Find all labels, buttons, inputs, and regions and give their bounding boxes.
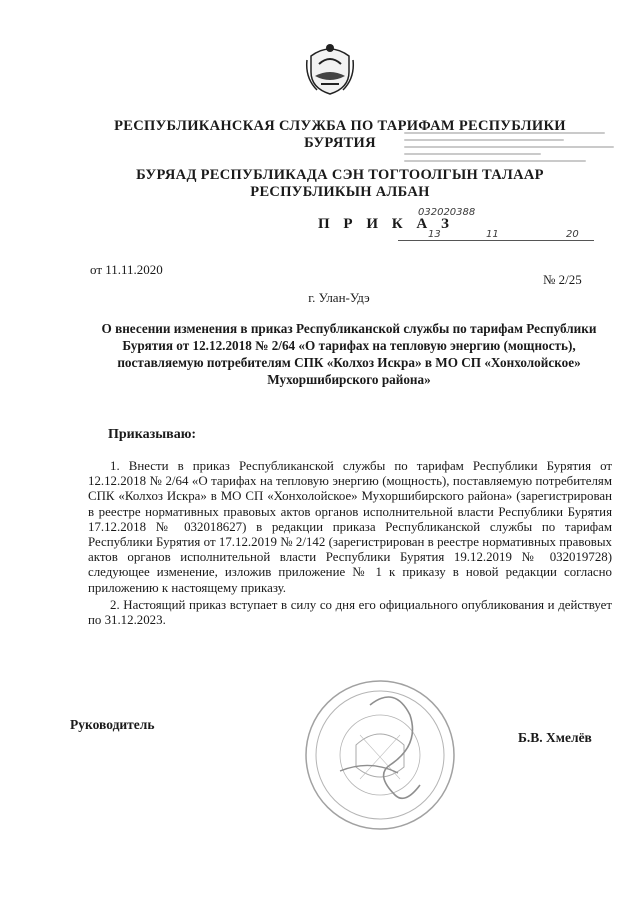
document-date: от 11.11.2020 <box>90 262 163 277</box>
document-number: № 2/25 <box>543 272 582 287</box>
document-city: г. Улан-Удэ <box>308 290 370 305</box>
registration-month: 11 <box>486 229 499 240</box>
signer-name: Б.В. Хмелёв <box>518 730 592 745</box>
registration-number: 032020388 <box>418 207 476 218</box>
document-type: П Р И К А З <box>318 216 454 232</box>
organization-name-buryat: БУРЯАД РЕСПУБЛИКАДА СЭН ТОГТООЛГЫН ТАЛААР РЕСПУБЛИКЫН АЛБАН <box>136 167 544 200</box>
document-title: О внесении изменения в приказ Республиканской службы по тарифам Республики Бурятия от 12.12.2018 № 2/64 «О тарифах на тепловую энергию (мощность), поставляемую потребителям СПК «Колхоз Искра» в МО СП «Хонхолойское» Мухоршибирского района» <box>101 321 597 387</box>
registration-underline <box>398 240 594 241</box>
registration-stamp-icon <box>400 127 628 181</box>
signer-title: Руководитель <box>70 717 155 732</box>
order-word: Приказываю: <box>108 427 197 442</box>
official-seal-icon <box>300 675 460 835</box>
registration-day: 13 <box>428 229 441 240</box>
coat-of-arms-icon <box>305 38 355 96</box>
organization-name-ru: РЕСПУБЛИКАНСКАЯ СЛУЖБА ПО ТАРИФАМ РЕСПУБЛИКИ БУРЯТИЯ <box>114 118 566 151</box>
paragraph: 1. Внести в приказ Республиканской службы по тарифам Республики Бурятия от 12.12.2018 № 2/64 «О тарифах на тепловую энергию (мощность), поставляемую потребителям СПК «Колхоз Искра» в МО СП «Хонхолойское» Мухоршибирского района» (зарегистрирован в реестре нормативных правовых актов органов исполнительной власти Республики Бурятия 17.12.2018 № 032018627) в редакции приказа Республиканской службы по тарифам Республики Бурятия от 17.12.2019 № 2/142 (зарегистрирован в реестре нормативных правовых актов органов исполнительной власти Республики Бурятия 19.12.2019 № 032019728) следующее изменение, изложив приложение № 1 к приказу в новой редакции согласно приложению к настоящему приказу. <box>88 459 612 595</box>
registration-year: 20 <box>566 229 579 240</box>
document-body <box>88 459 612 628</box>
paragraph: 2. Настоящий приказ вступает в силу со дня его официального опубликования и действует по 31.12.2023. <box>88 597 612 628</box>
